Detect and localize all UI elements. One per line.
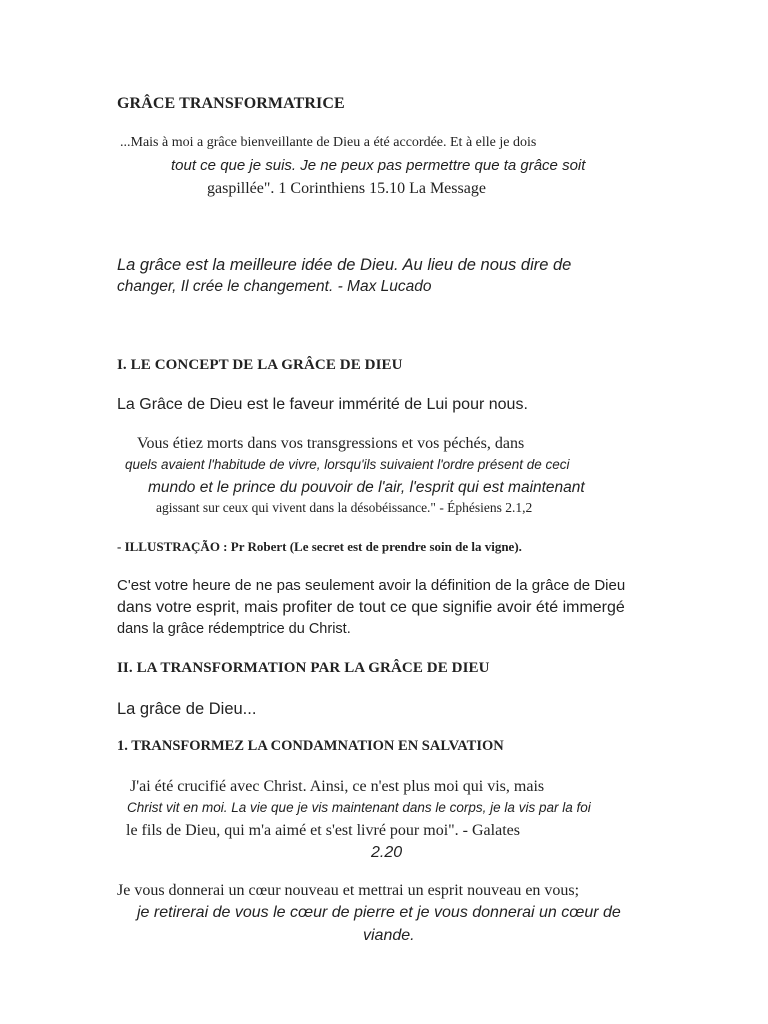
definition-text: La Grâce de Dieu est le faveur immérité de Lui pour nous.	[117, 396, 528, 413]
verse-line: Christ vit en moi. La vie que je vis maintenant dans le corps, je la vis par la foi	[127, 800, 591, 815]
verse-line: gaspillée". 1 Corinthiens 15.10 La Message	[207, 180, 486, 197]
verse-line: Vous étiez morts dans vos transgressions et vos péchés, dans	[137, 435, 525, 452]
verse-line: quels avaient l'habitude de vivre, lorsqu'ils suivaient l'ordre présent de ceci	[125, 457, 570, 472]
verse-line: je retirerai de vous le cœur de pierre et je vous donnerai un cœur de	[137, 904, 621, 921]
paragraph-line: dans votre esprit, mais profiter de tout ce que signifie avoir été immergé	[117, 599, 625, 616]
point-heading: 1. TRANSFORMEZ LA CONDAMNATION EN SALVATION	[117, 738, 504, 754]
paragraph-line: dans la grâce rédemptrice du Christ.	[117, 621, 351, 637]
verse-line: ...Mais à moi a grâce bienveillante de Dieu a été accordée. Et à elle je dois	[120, 135, 537, 150]
quote-line: La grâce est la meilleure idée de Dieu. Au lieu de nous dire de	[117, 256, 572, 274]
section-heading: I. LE CONCEPT DE LA GRÂCE DE DIEU	[117, 357, 403, 373]
verse-line: viande.	[363, 927, 415, 944]
verse-line: J'ai été crucifié avec Christ. Ainsi, ce n'est plus moi qui vis, mais	[130, 778, 545, 795]
verse-line: tout ce que je suis. Je ne peux pas permettre que ta grâce soit	[171, 157, 586, 174]
verse-line: Je vous donnerai un cœur nouveau et mettrai un esprit nouveau en vous;	[117, 882, 580, 899]
verse-line: agissant sur ceux qui vivent dans la désobéissance." - Éphésiens 2.1,2	[156, 500, 533, 515]
quote-line: changer, Il crée le changement. - Max Lucado	[117, 278, 432, 295]
verse-line: le fils de Dieu, qui m'a aimé et s'est livré pour moi". - Galates	[126, 822, 520, 839]
page-title: GRÂCE TRANSFORMATRICE	[117, 95, 345, 112]
verse-line: mundo et le prince du pouvoir de l'air, l'esprit qui est maintenant	[148, 479, 585, 496]
illustration-note: - ILLUSTRAÇÃO : Pr Robert (Le secret est de prendre soin de la vigne).	[117, 539, 522, 554]
paragraph-line: C'est votre heure de ne pas seulement avoir la définition de la grâce de Dieu	[117, 577, 626, 594]
verse-line: 2.20	[371, 844, 403, 861]
intro-text: La grâce de Dieu...	[117, 700, 257, 718]
section-heading: II. LA TRANSFORMATION PAR LA GRÂCE DE DIEU	[117, 660, 490, 676]
